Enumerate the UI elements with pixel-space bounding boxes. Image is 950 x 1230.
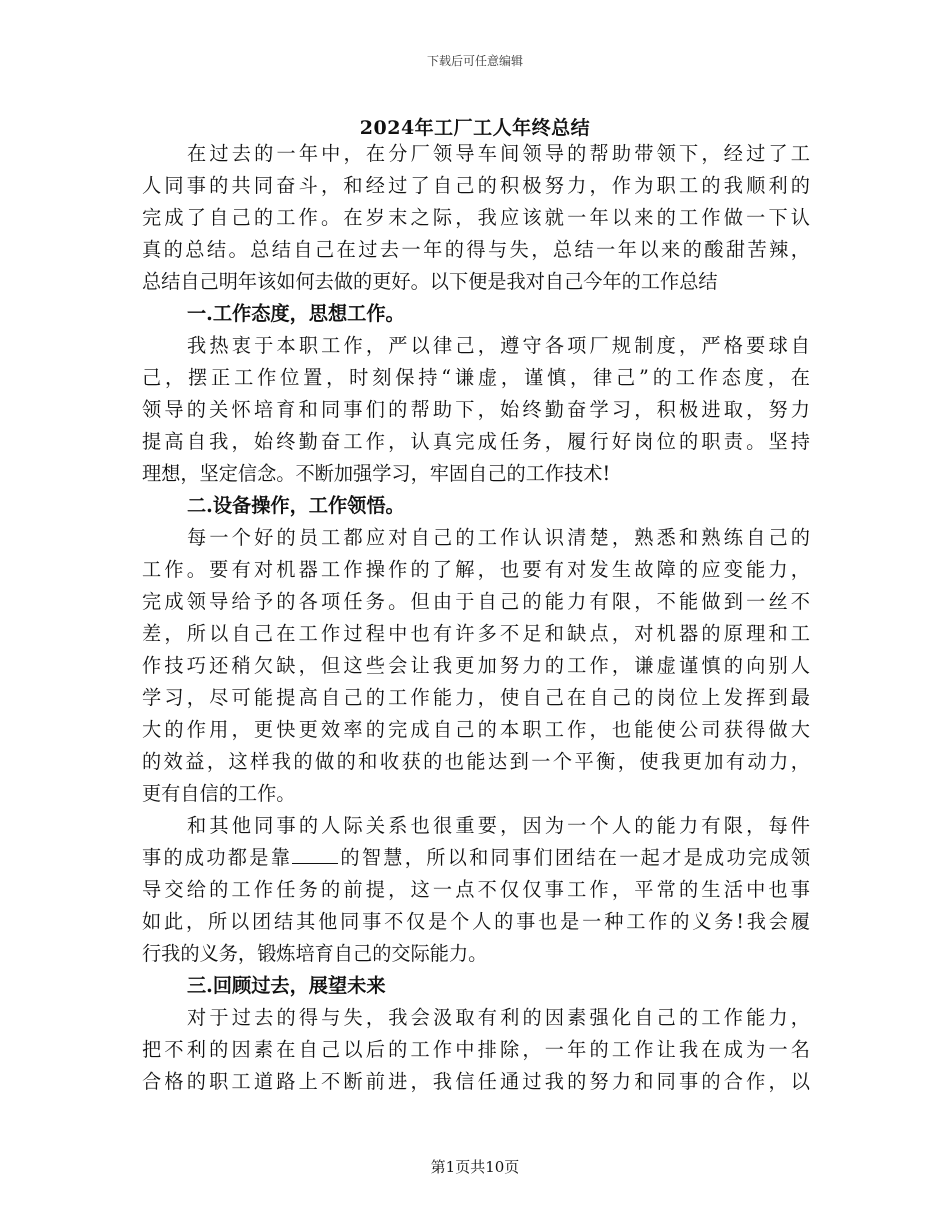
header-note: 下载后可任意编辑	[426, 54, 523, 68]
paragraph-line: 作技巧还稍欠缺，但这些会让我更加努力的工作，谦虚谨慎的向别人	[142, 654, 810, 677]
text-segment: 事的成功都是靠	[142, 846, 293, 869]
paragraph-line: 人同事的共同奋斗，和经过了自己的积极努力，作为职工的我顺利的	[142, 174, 810, 197]
section-heading-1: 一.工作态度，思想工作。	[187, 302, 405, 325]
section-heading-3: 三.回顾过去，展望未来	[187, 974, 386, 997]
paragraph-line: 对于过去的得与失，我会汲取有利的因素强化自己的工作能力，	[187, 1006, 810, 1029]
text-segment: 的智慧，所以和同事们团结在一起才是成功完成领	[338, 846, 810, 869]
paragraph-line: 每一个好的员工都应对自己的工作认识清楚，熟悉和熟练自己的	[187, 526, 810, 549]
paragraph-line: 工作。要有对机器工作操作的了解，也要有对发生故障的应变能力，	[142, 558, 810, 581]
paragraph-line: 理想，坚定信念。不断加强学习，牢固自己的工作技术!	[142, 462, 611, 485]
paragraph-line: 总结自己明年该如何去做的更好。以下便是我对自己今年的工作总结	[142, 270, 718, 293]
paragraph-line: 行我的义务，锻炼培育自己的交际能力。	[142, 942, 488, 965]
paragraph-line: 提高自我，始终勤奋工作，认真完成任务，履行好岗位的职责。坚持	[142, 430, 810, 453]
paragraph-line: 完成了自己的工作。在岁末之际，我应该就一年以来的工作做一下认	[142, 206, 810, 229]
paragraph-line: 差，所以自己在工作过程中也有许多不足和缺点，对机器的原理和工	[142, 622, 810, 645]
paragraph-line: 我热衷于本职工作，严以律己，遵守各项厂规制度，严格要球自	[187, 334, 810, 357]
paragraph-line: 合格的职工道路上不断前进，我信任通过我的努力和同事的合作，以	[142, 1070, 810, 1093]
paragraph-line: 导交给的工作任务的前提，这一点不仅仅事工作，平常的生活中也事	[142, 878, 810, 901]
paragraph-line: 领导的关怀培育和同事们的帮助下，始终勤奋学习，积极进取，努力	[142, 398, 810, 421]
paragraph-line: 和其他同事的人际关系也很重要，因为一个人的能力有限，每件	[187, 814, 810, 837]
section-heading-2: 二.设备操作，工作领悟。	[187, 494, 405, 517]
paragraph-line: 大的作用，更快更效率的完成自己的本职工作，也能使公司获得做大	[142, 718, 810, 741]
paragraph-line: 在过去的一年中，在分厂领导车间领导的帮助带领下，经过了工	[187, 142, 810, 165]
paragraph-line: 的效益，这样我的做的和收获的也能达到一个平衡，使我更加有动力，	[142, 750, 810, 773]
paragraph-line: 学习，尽可能提高自己的工作能力，使自己在自己的岗位上发挥到最	[142, 686, 810, 709]
paragraph-line: 更有自信的工作。	[142, 782, 296, 805]
paragraph-line: 如此，所以团结其他同事不仅是个人的事也是一种工作的义务!我会履	[142, 910, 810, 933]
paragraph-line: 真的总结。总结自己在过去一年的得与失，总结一年以来的酸甜苦辣，	[142, 238, 810, 261]
paragraph-line: 己，摆正工作位置，时刻保持“谦虚，谨慎，律己”的工作态度，在	[142, 366, 810, 389]
paragraph-line: 把不利的因素在自己以后的工作中排除，一年的工作让我在成为一名	[142, 1038, 810, 1061]
document-title: 2024年工厂工人年终总结	[359, 117, 591, 139]
document-body	[142, 138, 810, 1098]
fill-in-blank	[292, 845, 338, 864]
paragraph-line-with-blank	[142, 842, 810, 874]
paragraph-line: 完成领导给予的各项任务。但由于自己的能力有限，不能做到一丝不	[142, 590, 810, 613]
page-footer: 第1页共10页	[430, 1158, 520, 1176]
